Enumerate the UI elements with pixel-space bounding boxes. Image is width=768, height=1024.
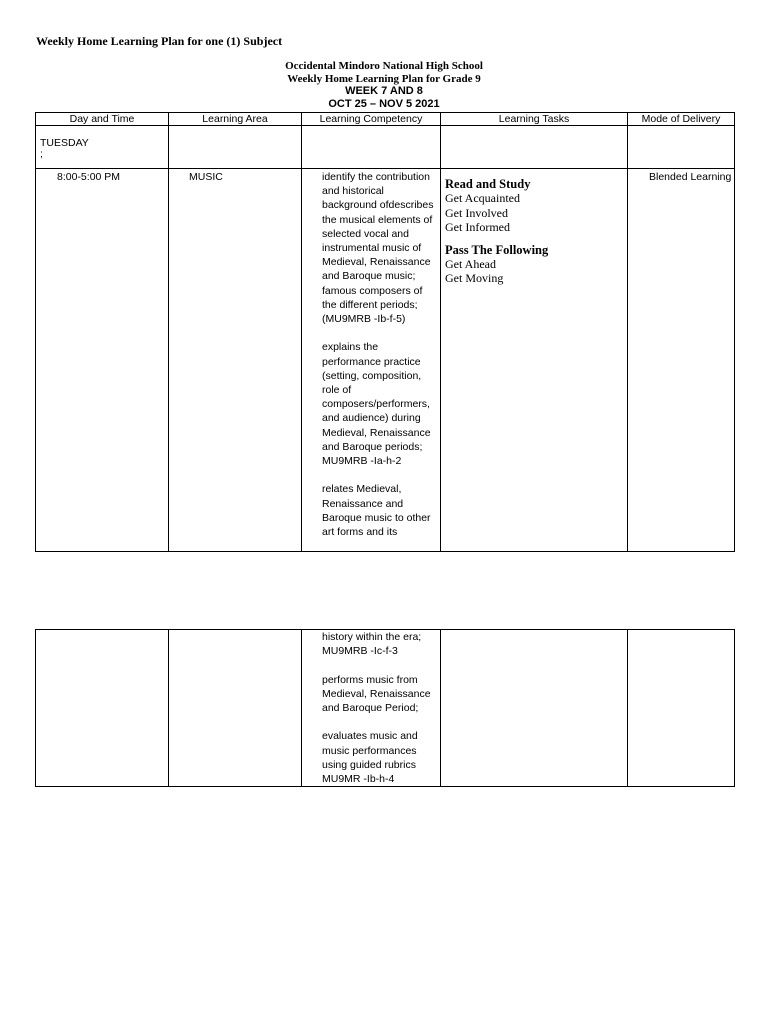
task-item: Get Acquainted bbox=[445, 191, 520, 206]
header-learning-tasks: Learning Tasks bbox=[441, 113, 628, 126]
empty-cell bbox=[441, 126, 628, 169]
competency-item: history within the era; MU9MRB -Ic-f-3 bbox=[322, 631, 422, 658]
task-item: Get Involved bbox=[445, 205, 508, 220]
empty-cell bbox=[441, 630, 628, 787]
table-row bbox=[36, 169, 735, 552]
competency-item: identify the contribution and historical background ofdescribes the musical elements of selected vocal and instrumental music of Medieval, Renaissance and Baroque music; famous composers of the different periods; (MU9MRB -Ib-f-5) bbox=[322, 171, 434, 326]
table-header-row bbox=[36, 113, 735, 126]
competency-cell bbox=[302, 169, 441, 552]
competency-item: relates Medieval, Renaissance and Baroque music to other art forms and its bbox=[322, 483, 431, 539]
document-header bbox=[0, 60, 768, 110]
empty-cell bbox=[628, 126, 735, 169]
header-day-time: Day and Time bbox=[36, 113, 169, 126]
day-mark: ; bbox=[40, 148, 43, 160]
learning-plan-table bbox=[35, 112, 735, 552]
header-mode-of-delivery: Mode of Delivery bbox=[628, 113, 735, 126]
task-heading-pass-following: Pass The Following bbox=[445, 242, 549, 257]
school-name: Occidental Mindoro National High School bbox=[285, 60, 483, 72]
empty-cell bbox=[628, 630, 735, 787]
time-cell: 8:00-5:00 PM bbox=[36, 169, 169, 552]
competency-item: explains the performance practice (setting, composition, role of composers/performers, and audience) during Medieval, Renaissance and Baroque periods; MU9MRB -Ia-h-2 bbox=[322, 341, 431, 468]
plan-title: Weekly Home Learning Plan for Grade 9 bbox=[287, 72, 481, 85]
week-label: WEEK 7 AND 8 bbox=[345, 85, 423, 97]
competency-item: evaluates music and music performances using guided rubrics MU9MR -Ib-h-4 bbox=[322, 730, 418, 785]
header-learning-competency: Learning Competency bbox=[302, 113, 441, 126]
task-item: Get Ahead bbox=[445, 257, 496, 272]
day-label: TUESDAY bbox=[40, 137, 89, 149]
empty-cell bbox=[36, 630, 169, 787]
date-range: OCT 25 – NOV 5 2021 bbox=[328, 97, 440, 110]
task-item: Get Moving bbox=[445, 271, 504, 286]
tasks-cell bbox=[441, 169, 628, 552]
competency-item: performs music from Medieval, Renaissance and Baroque Period; bbox=[322, 673, 431, 714]
mode-of-delivery-cell: Blended Learning bbox=[628, 169, 735, 552]
empty-cell bbox=[169, 630, 302, 787]
task-heading-read-study: Read and Study bbox=[445, 177, 531, 191]
table-row bbox=[36, 630, 735, 787]
task-spacer bbox=[445, 235, 627, 243]
day-row bbox=[36, 126, 735, 169]
day-cell bbox=[36, 126, 169, 169]
header-learning-area: Learning Area bbox=[169, 113, 302, 126]
empty-cell bbox=[302, 126, 441, 169]
empty-cell bbox=[169, 126, 302, 169]
continuation-table bbox=[35, 629, 735, 787]
learning-area-cell: MUSIC bbox=[169, 169, 302, 552]
task-item: Get Informed bbox=[445, 220, 510, 235]
document-title: Weekly Home Learning Plan for one (1) Subject bbox=[36, 34, 283, 48]
competency-cell bbox=[302, 630, 441, 787]
